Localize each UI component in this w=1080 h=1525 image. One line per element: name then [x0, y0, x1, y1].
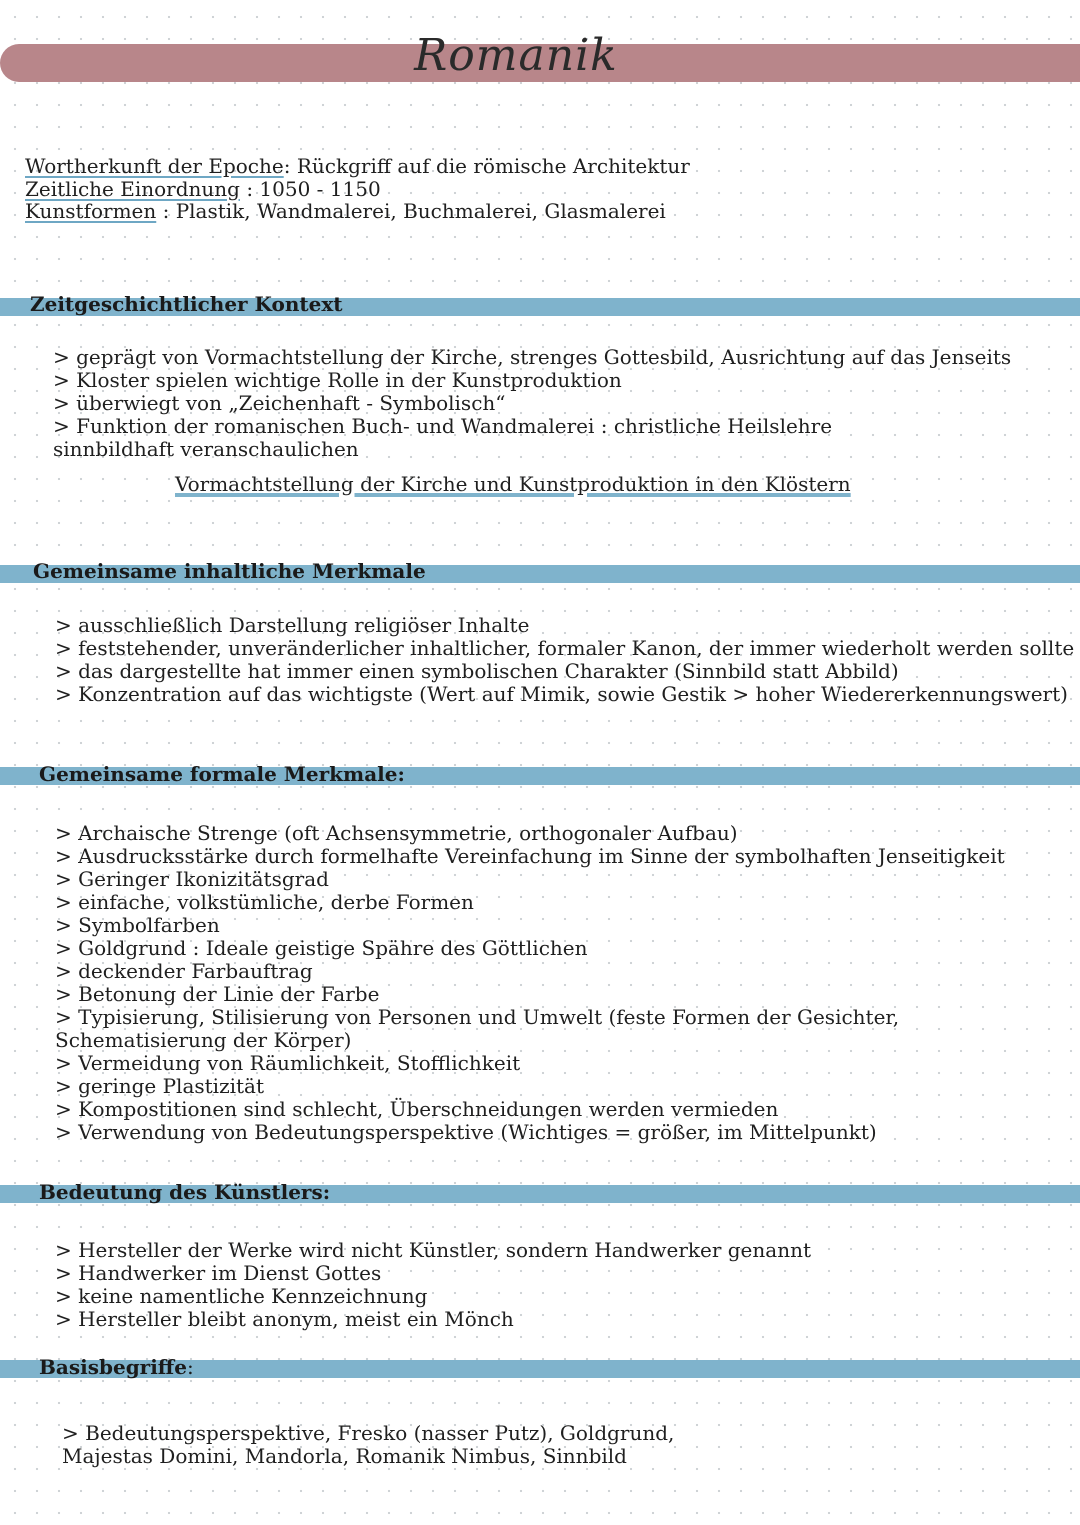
list-item: > Vermeidung von Räumlichkeit, Stofflichkeit	[55, 1051, 521, 1075]
context-list	[53, 345, 1012, 461]
list-item: > Hersteller bleibt anonym, meist ein Mönch	[55, 1307, 514, 1331]
section-title-formal: Gemeinsame formale Merkmale:	[39, 762, 405, 786]
list-item: > feststehender, unveränderlicher inhaltlicher, formaler Kanon, der immer wiederholt werden sollte	[55, 636, 1075, 660]
list-item: > Goldgrund : Ideale geistige Spähre des Göttlichen	[55, 936, 588, 960]
list-item: > keine namentliche Kennzeichnung	[55, 1284, 428, 1308]
list-item: > ausschließlich Darstellung religiöser Inhalte	[55, 613, 530, 637]
list-item: > Symbolfarben	[55, 913, 220, 937]
section-title-context: Zeitgeschichtlicher Kontext	[30, 292, 343, 316]
terms-list	[62, 1422, 762, 1468]
context-summary: Vormachtstellung der Kirche und Kunstproduktion in den Klöstern	[175, 472, 851, 496]
list-item: > Ausdrucksstärke durch formelhafte Vereinfachung im Sinne der symbolhaften Jenseitigkeit	[55, 844, 1005, 868]
list-item: > überwiegt von „Zeichenhaft - Symbolisch“	[53, 391, 506, 415]
list-item: > Hersteller der Werke wird nicht Künstler, sondern Handwerker genannt	[55, 1238, 811, 1262]
list-item: > das dargestellte hat immer einen symbolischen Charakter (Sinnbild statt Abbild)	[55, 659, 899, 683]
list-item: > deckender Farbauftrag	[55, 959, 313, 983]
forms-value: : Plastik, Wandmalerei, Buchmalerei, Glasmalerei	[156, 199, 666, 223]
page-title: Romanik	[414, 30, 618, 81]
section-title-artist: Bedeutung des Künstlers:	[39, 1180, 331, 1204]
origin-row	[25, 155, 690, 178]
artist-list	[55, 1239, 811, 1331]
time-value: : 1050 - 1150	[239, 176, 381, 201]
list-item: > geprägt von Vormachtstellung der Kirche, strenges Gottesbild, Ausrichtung auf das Jenseits	[53, 345, 1012, 369]
intro-block	[25, 155, 690, 223]
section-title-terms	[39, 1355, 194, 1379]
content-list	[55, 614, 1074, 706]
time-label: Zeitliche Einordnung	[25, 176, 240, 201]
origin-label: Wortherkunft der Epoche	[25, 154, 284, 178]
origin-value: : Rückgriff auf die römische Architektur	[283, 154, 690, 178]
list-item: > Verwendung von Bedeutungsperspektive (Wichtiges = größer, im Mittelpunkt)	[55, 1120, 877, 1144]
section-title-content: Gemeinsame inhaltliche Merkmale	[33, 559, 426, 583]
time-row	[25, 178, 690, 201]
forms-label: Kunstformen	[25, 199, 157, 223]
list-item: > Kloster spielen wichtige Rolle in der Kunstproduktion	[53, 368, 622, 392]
list-item: > Konzentration auf das wichtigste (Wert auf Mimik, sowie Gestik > hoher Wiedererkennungswert)	[55, 682, 1068, 706]
list-item: > Betonung der Linie der Farbe	[55, 982, 380, 1006]
list-item: > einfache, volkstümliche, derbe Formen	[55, 890, 474, 914]
terms-title: Basisbegriffe	[39, 1355, 187, 1379]
list-item: > Typisierung, Stilisierung von Personen und Umwelt (feste Formen der Gesichter, Schematisierung der Körper)	[55, 1005, 900, 1052]
formal-list	[55, 822, 1055, 1144]
list-item: > Handwerker im Dienst Gottes	[55, 1261, 382, 1285]
list-item: > Geringer Ikonizitätsgrad	[55, 867, 329, 891]
list-item: > Kompostitionen sind schlecht, Überschneidungen werden vermieden	[55, 1097, 779, 1121]
terms-title-suffix: :	[186, 1355, 194, 1379]
forms-row	[25, 200, 690, 223]
list-item: > geringe Plastizität	[55, 1074, 264, 1098]
list-item: > Funktion der romanischen Buch- und Wandmalerei : christliche Heilslehre sinnbildhaft veranschaulichen	[53, 414, 833, 461]
terms-text: > Bedeutungsperspektive, Fresko (nasser Putz), Goldgrund, Majestas Domini, Mandorla, Romanik Nimbus, Sinnbild	[62, 1421, 675, 1468]
list-item: > Archaische Strenge (oft Achsensymmetrie, orthogonaler Aufbau)	[55, 821, 738, 845]
